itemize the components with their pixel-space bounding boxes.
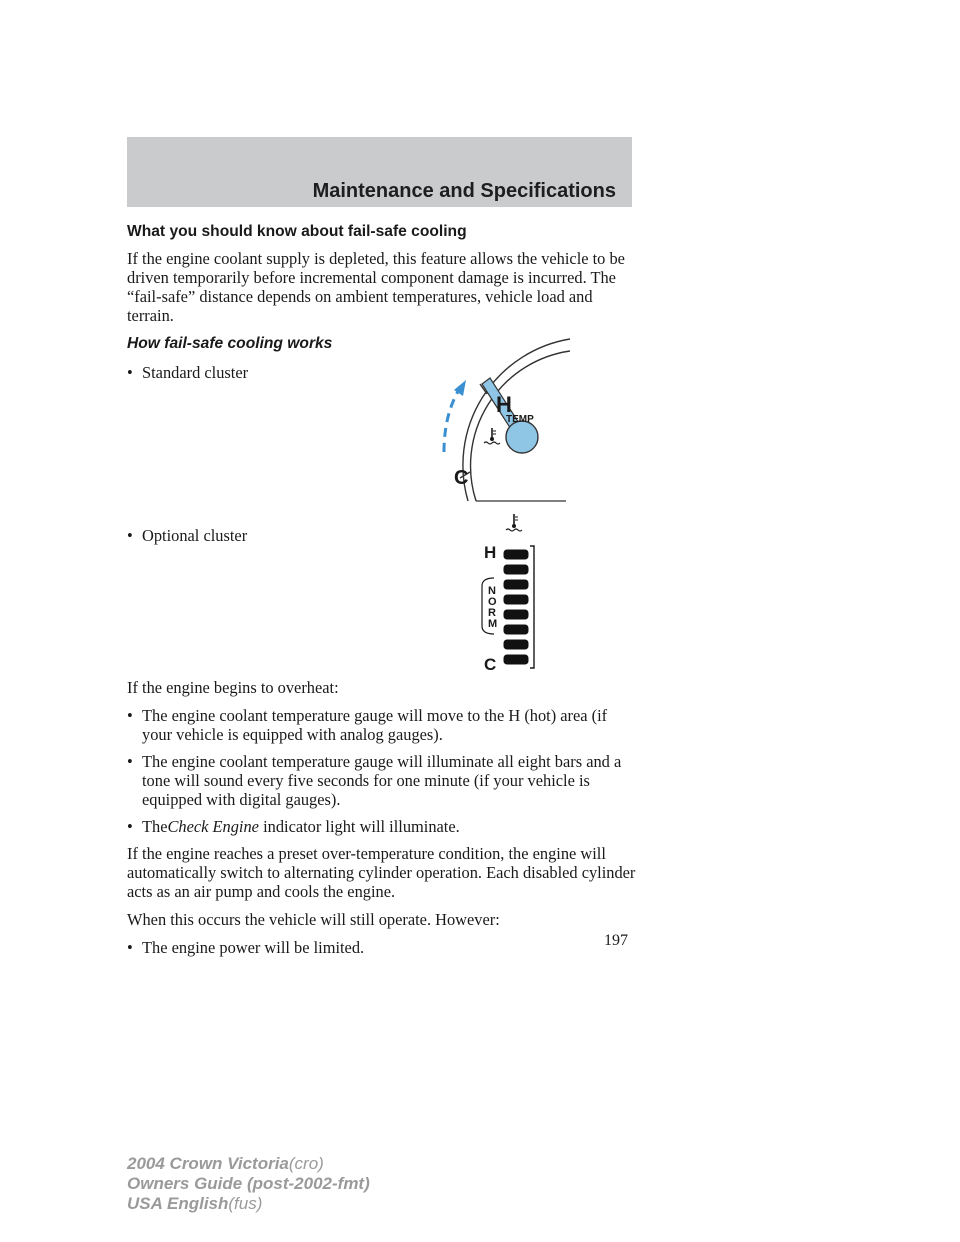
- bullet-icon: •: [127, 938, 133, 957]
- norm-letter: O: [488, 596, 497, 608]
- footer-guide: Owners Guide (post-2002-fmt): [127, 1174, 370, 1193]
- temp-bar: [504, 655, 528, 664]
- page-number: 197: [604, 932, 628, 949]
- temp-bar: [504, 625, 528, 634]
- temp-bar: [504, 580, 528, 589]
- bullet-icon: •: [127, 817, 133, 836]
- list-item: [127, 526, 637, 545]
- footer-model: 2004 Crown Victoria: [127, 1154, 289, 1173]
- gauge-cold-label: C: [454, 467, 469, 489]
- digital-hot-label: H: [484, 543, 497, 562]
- temp-bar: [504, 550, 528, 559]
- over-temp-paragraph: If the engine reaches a preset over-temperature condition, the engine will automatically switch to alternating cylinder operation. Each disabled cylinder acts as an air pump and cools the engine.: [127, 844, 636, 901]
- digital-temp-gauge: [478, 514, 538, 676]
- bullet-text: The engine coolant temperature gauge will move to the H (hot) area (if your vehicle is equipped with analog gauges).: [142, 706, 608, 744]
- overheat-intro: If the engine begins to overheat:: [127, 678, 339, 697]
- list-item: [127, 752, 637, 809]
- page-section-title: Maintenance and Specifications: [312, 180, 616, 202]
- page-content: [127, 222, 637, 965]
- bullet-text: Optional cluster: [142, 526, 248, 545]
- standard-temp-gauge: [430, 336, 570, 504]
- bullet-text-suffix: indicator light will illuminate.: [263, 817, 460, 836]
- coolant-temp-icon: [506, 514, 522, 531]
- bullet-icon: •: [127, 363, 133, 382]
- check-engine-term: Check Engine: [167, 817, 259, 836]
- bullet-text: Standard cluster: [142, 363, 249, 382]
- fail-safe-arrow: [444, 388, 460, 452]
- bullet-text-prefix: The: [142, 817, 168, 836]
- list-item: [127, 817, 637, 836]
- bullet-text: The engine coolant temperature gauge will illuminate all eight bars and a tone will sound every five seconds for one minute (if your vehicle is equipped with digital gauges).: [142, 752, 622, 809]
- list-item: [127, 938, 637, 957]
- bullet-text: The engine power will be limited.: [142, 938, 365, 957]
- bullet-icon: •: [127, 706, 133, 725]
- temp-bar: [504, 610, 528, 619]
- bullet-icon: •: [127, 526, 133, 545]
- gauge-hot-label: H: [496, 392, 512, 417]
- footer-model-code: (cro): [288, 1154, 324, 1173]
- temp-bar: [504, 640, 528, 649]
- intro-paragraph: If the engine coolant supply is depleted, this feature allows the vehicle to be driven temporarily before incremental component damage is incurred. The “fail-safe” distance depends on ambient temperatures, vehicle load and terrain.: [127, 249, 625, 325]
- temp-bar: [504, 595, 528, 604]
- digital-cold-label: C: [484, 655, 497, 674]
- norm-letter: M: [488, 618, 498, 630]
- footer-language: USA English: [127, 1194, 229, 1213]
- operate-paragraph: When this occurs the vehicle will still operate. However:: [127, 910, 500, 929]
- coolant-temp-icon: [484, 428, 500, 444]
- list-item: [127, 706, 637, 744]
- gauge-temp-label: TEMP: [506, 414, 534, 425]
- bullet-icon: •: [127, 752, 133, 771]
- norm-letter: R: [488, 607, 496, 619]
- section-heading: What you should know about fail-safe cooling: [127, 223, 467, 240]
- footer-language-code: (fus): [228, 1194, 263, 1213]
- norm-letter: N: [488, 585, 496, 597]
- digital-bars: [504, 550, 528, 664]
- bar-track: [530, 546, 534, 668]
- header-band: [127, 137, 632, 207]
- temp-bar: [504, 565, 528, 574]
- footer: [127, 1154, 370, 1214]
- subheading: How fail-safe cooling works: [127, 335, 333, 352]
- gauge-hub: [506, 421, 538, 453]
- fail-safe-arrowhead: [454, 380, 466, 396]
